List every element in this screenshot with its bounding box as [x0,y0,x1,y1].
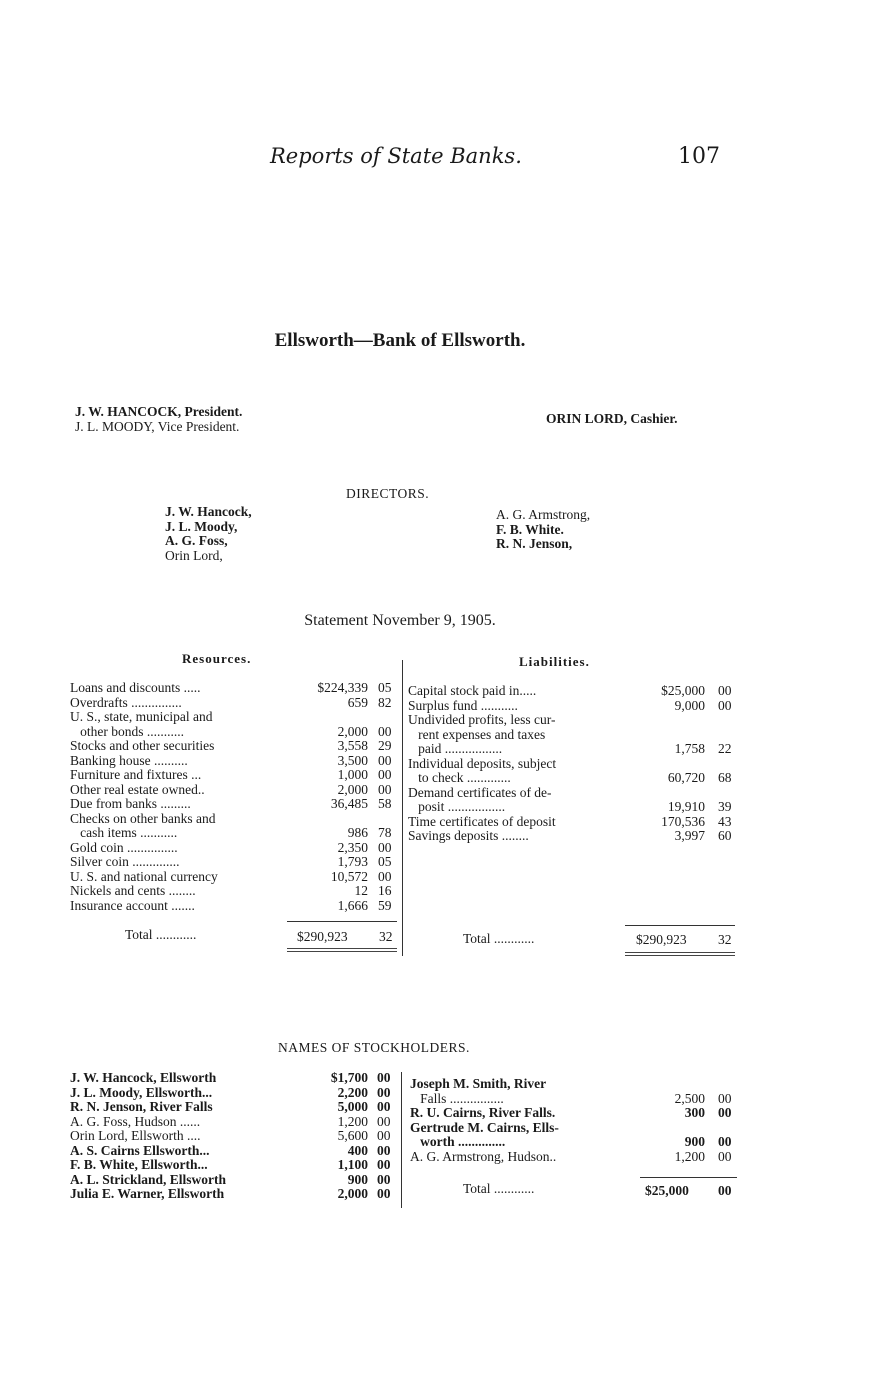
resources-double-rule [287,948,397,952]
directors-right-list [496,508,590,552]
ledger-dollars: 2,000 [337,781,368,797]
ledger-label: Gold coin ............... [70,839,178,855]
ledger-row [70,710,400,725]
ledger-cents: 00 [378,868,392,884]
ledger-row [410,1121,745,1136]
ledger-row [408,728,743,743]
ledger-row [70,899,400,914]
ledger-cents: 00 [378,723,392,739]
ledger-dollars: 12 [354,883,368,898]
director-name: J. W. Hancock, [165,504,252,519]
ledger-label: A. S. Cairns Ellsworth... [70,1142,210,1158]
ledger-label: Banking house .......... [70,752,188,768]
ledger-label: Capital stock paid in..... [408,683,537,698]
ledger-dollars: 2,000 [337,1186,368,1201]
ledger-row [70,1187,400,1202]
ledger-row [70,681,400,696]
ledger-label: Individual deposits, subject [408,755,557,771]
liabilities-table [408,684,743,844]
director-name: A. G. Foss, [165,533,228,548]
ledger-row [70,884,400,899]
stockholders-column-divider [401,1072,402,1208]
ledger-row [70,1115,400,1130]
ledger-cents: 05 [378,854,392,869]
cashier-line: ORIN LORD, Cashier. [546,411,678,426]
ledger-label: U. S., state, municipal and [70,709,213,724]
ledger-dollars: 2,350 [337,839,368,855]
ledger-row [70,783,400,798]
bank-title: Ellsworth—Bank of Ellsworth. [274,330,526,351]
ledger-label: U. S. and national currency [70,868,218,884]
ledger-row [70,754,400,769]
ledger-label: Overdrafts ............... [70,694,182,710]
ledger-cents: 78 [378,825,392,840]
ledger-label: J. W. Hancock, Ellsworth [70,1070,217,1085]
ledger-label: Stocks and other securities [70,738,215,753]
ledger-label: Demand certificates of de- [408,784,552,800]
ledger-row [70,855,400,870]
ledger-row [410,1150,745,1165]
liabilities-total-cents: 32 [718,932,732,947]
ledger-dollars: 5,600 [337,1128,368,1143]
ledger-dollars: $1,700 [330,1070,368,1085]
ledger-cents: 22 [718,741,732,756]
ledger-cents: 00 [377,1142,391,1158]
ledger-dollars: 1,758 [674,741,705,756]
ledger-row [408,771,743,786]
ledger-label: worth .............. [410,1134,506,1149]
ledger-dollars: 659 [347,694,368,710]
ledger-row [408,757,743,772]
ledger-label: paid ................. [408,741,503,756]
resources-total-label: Total ............ [125,927,197,942]
ledger-cents: 39 [718,799,732,814]
ledger-label: Insurance account ....... [70,897,195,913]
ledger-dollars: 1,666 [337,897,368,913]
ledger-dollars: 2,000 [337,723,368,739]
ledger-row [70,739,400,754]
ledger-row [70,1071,400,1086]
liabilities-total-label: Total ............ [463,931,535,946]
ledger-row [70,768,400,783]
ledger-label: cash items ........... [70,825,178,840]
ledger-row [408,699,743,714]
director-name: R. N. Jenson, [496,536,573,551]
ledger-row [70,841,400,856]
ledger-row [70,826,400,841]
ledger-row [70,870,400,885]
ledger-label: Loans and discounts ..... [70,680,201,695]
ledger-cents: 00 [718,683,732,698]
ledger-cents: 68 [718,770,732,785]
liabilities-total-rule [625,925,735,926]
ledger-label: Checks on other banks and [70,810,216,826]
ledger-row [408,829,743,844]
ledger-cents: 82 [378,694,392,710]
ledger-cents: 16 [378,883,392,898]
ledger-cents: 00 [378,752,392,768]
ledger-row [70,725,400,740]
ledger-cents: 00 [378,839,392,855]
ledger-label: Julia E. Warner, Ellsworth [70,1186,225,1201]
ledger-label: Falls ................ [410,1090,504,1106]
ledger-cents: 00 [718,1134,732,1149]
ledger-cents: 00 [377,1171,391,1187]
ledger-row [410,1135,745,1150]
president-line: J. W. HANCOCK, President. [75,404,243,419]
stockholders-right-table [410,1077,745,1164]
ledger-dollars: 2,500 [674,1090,705,1106]
ledger-cents: 00 [377,1113,391,1129]
director-name: A. G. Armstrong, [496,507,591,522]
resources-heading: Resources. [182,651,252,666]
ledger-row [410,1077,745,1092]
director-name: F. B. White. [496,521,564,537]
ledger-dollars: 986 [347,825,368,840]
ledger-row [70,1086,400,1101]
resources-total-rule [287,921,397,922]
ledger-dollars: 5,000 [337,1099,368,1114]
resources-total-cents: 32 [379,929,393,944]
ledger-label: Other real estate owned.. [70,781,205,797]
ledger-dollars: 900 [684,1134,705,1149]
page-number: 107 [678,144,720,169]
ledger-label: posit ................. [408,799,506,814]
statement-column-divider [402,660,403,956]
ledger-label: to check ............. [408,770,511,785]
ledger-label: Silver coin .............. [70,854,180,869]
stockholders-total-rule [640,1177,737,1178]
ledger-dollars: 1,200 [674,1148,705,1164]
ledger-row [70,1158,400,1173]
ledger-dollars: 1,100 [337,1157,368,1172]
ledger-row [408,815,743,830]
ledger-label: R. N. Jenson, River Falls [70,1099,213,1114]
ledger-cents: 00 [378,767,392,782]
stockholders-left-table [70,1071,400,1202]
ledger-dollars: 2,200 [337,1084,368,1100]
ledger-label: Time certificates of deposit [408,813,556,829]
ledger-label: A. L. Strickland, Ellsworth [70,1171,227,1187]
ledger-row [70,1144,400,1159]
ledger-label: Nickels and cents ........ [70,883,196,898]
ledger-dollars: 1,793 [337,854,368,869]
director-name: Orin Lord, [165,547,223,563]
directors-left-list [165,505,252,563]
ledger-cents: 00 [718,1105,732,1120]
ledger-cents: 00 [378,781,392,797]
ledger-dollars: 3,997 [674,828,705,843]
ledger-cents: 00 [377,1157,391,1172]
stockholders-total-dollars: $25,000 [645,1183,689,1198]
ledger-row [70,797,400,812]
ledger-row [70,1173,400,1188]
ledger-cents: 00 [377,1084,391,1100]
ledger-cents: 00 [718,697,732,713]
ledger-dollars: $224,339 [317,680,368,695]
ledger-cents: 29 [378,738,392,753]
ledger-row [70,696,400,711]
ledger-cents: 00 [377,1128,391,1143]
running-header-title: Reports of State Banks. [270,144,522,168]
ledger-row [408,742,743,757]
ledger-label: A. G. Armstrong, Hudson.. [410,1148,557,1164]
ledger-dollars: 3,558 [337,738,368,753]
ledger-cents: 00 [718,1148,732,1164]
ledger-cents: 00 [718,1090,732,1106]
ledger-label: Gertrude M. Cairns, Ells- [410,1119,559,1135]
ledger-label: A. G. Foss, Hudson ...... [70,1113,201,1129]
ledger-cents: 43 [718,813,732,829]
ledger-cents: 58 [378,796,392,811]
ledger-label: F. B. White, Ellsworth... [70,1157,208,1172]
ledger-label: Due from banks ......... [70,796,191,811]
ledger-dollars: 400 [347,1142,368,1158]
ledger-cents: 59 [378,897,392,913]
ledger-label: rent expenses and taxes [408,726,546,742]
statement-title: Statement November 9, 1905. [304,612,496,629]
ledger-label: other bonds ........... [70,723,184,739]
ledger-cents: 00 [377,1070,391,1085]
ledger-dollars: 1,000 [337,767,368,782]
ledger-dollars: 10,572 [330,868,368,884]
ledger-dollars: 9,000 [674,697,705,713]
ledger-row [410,1092,745,1107]
liabilities-heading: Liabilities. [519,654,590,669]
ledger-dollars: 60,720 [667,770,705,785]
ledger-label: J. L. Moody, Ellsworth... [70,1084,213,1100]
ledger-row [70,812,400,827]
officers-left [75,404,242,434]
ledger-label: Undivided profits, less cur- [408,712,556,727]
ledger-label: Surplus fund ........... [408,697,518,713]
stockholders-total-label: Total ............ [463,1181,535,1196]
resources-table [70,681,400,913]
liabilities-total-dollars: $290,923 [636,932,687,947]
stockholders-total-cents: 00 [718,1183,732,1198]
ledger-label: Joseph M. Smith, River [410,1076,547,1091]
directors-heading: DIRECTORS. [346,486,430,501]
ledger-dollars: 36,485 [330,796,368,811]
ledger-cents: 60 [718,828,732,843]
ledger-label: R. U. Cairns, River Falls. [410,1105,556,1120]
ledger-label: Furniture and fixtures ... [70,767,202,782]
ledger-row [70,1100,400,1115]
ledger-row [410,1106,745,1121]
vice-president-line: J. L. MOODY, Vice President. [75,419,240,434]
director-name: J. L. Moody, [165,518,238,534]
ledger-row [408,684,743,699]
ledger-dollars: 900 [347,1171,368,1187]
ledger-dollars: 19,910 [667,799,705,814]
stockholders-heading: NAMES OF STOCKHOLDERS. [278,1040,470,1055]
ledger-cents: 05 [378,680,392,695]
liabilities-double-rule [625,952,735,956]
ledger-row [408,713,743,728]
ledger-dollars: 170,536 [661,813,705,829]
ledger-cents: 00 [377,1099,391,1114]
resources-total-dollars: $290,923 [297,929,348,944]
ledger-dollars: 3,500 [337,752,368,768]
ledger-dollars: 300 [684,1105,705,1120]
ledger-dollars: $25,000 [661,683,705,698]
ledger-row [408,786,743,801]
ledger-label: Savings deposits ........ [408,828,529,843]
ledger-label: Orin Lord, Ellsworth .... [70,1128,201,1143]
ledger-cents: 00 [377,1186,391,1201]
ledger-row [70,1129,400,1144]
ledger-row [408,800,743,815]
ledger-dollars: 1,200 [337,1113,368,1129]
